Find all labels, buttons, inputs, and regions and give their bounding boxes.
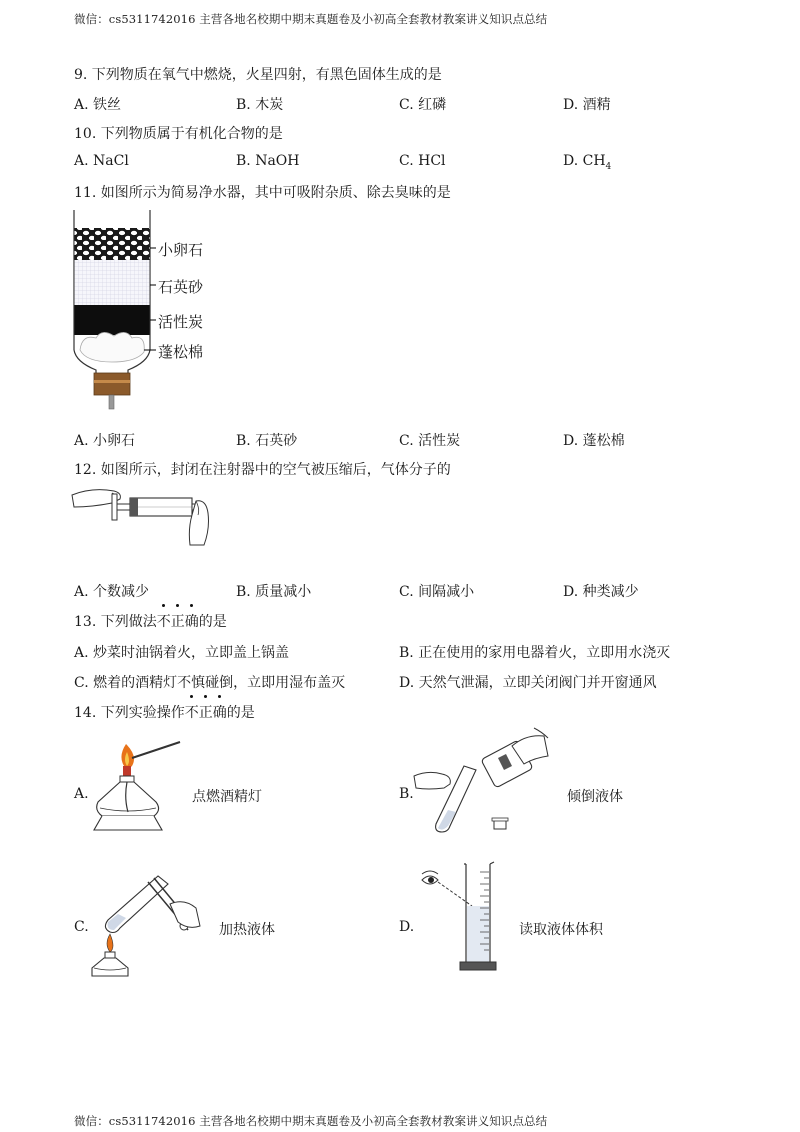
question-11-text: 11. 如图所示为简易净水器，其中可吸附杂质、除去臭味的是 (74, 185, 451, 201)
q11-option-d: D. 蓬松棉 (563, 433, 625, 449)
q14-option-b-letter: B. (399, 786, 414, 802)
q12-option-b: B. 质量减小 (236, 584, 312, 600)
q10-option-d (563, 153, 611, 172)
q14-option-d-letter: D. (399, 919, 415, 935)
q9-option-c: C. 红磷 (399, 97, 447, 113)
q13-option-d: D. 天然气泄漏，立即关闭阀门并开窗通风 (399, 675, 657, 691)
question-9-text: 9. 下列物质在氧气中燃烧，火星四射，有黑色固体生成的是 (74, 67, 442, 83)
q13-option-b: B. 正在使用的家用电器着火，立即用水浇灭 (399, 645, 671, 661)
q11-option-a: A. 小卵石 (74, 433, 136, 449)
q13-text-post: 的是 (198, 614, 227, 630)
q11-option-b: B. 石英砂 (236, 433, 298, 449)
question-14-text (74, 702, 255, 722)
page-header: 微信：cs5311742016 主营各地名校期中期末真题卷及小初高全套教材教案讲义知识点总结 (74, 12, 548, 26)
q12-option-d: D. 种类减少 (563, 584, 639, 600)
q14-option-c-caption: 加热液体 (219, 922, 275, 938)
q10-option-a: A. NaCl (74, 153, 129, 169)
q14-emphasis-char-3: 确 (213, 702, 227, 722)
alcohol-lamp-lighting-figure (88, 736, 188, 836)
page-footer: 微信：cs5311742016 主营各地名校期中期末真题卷及小初高全套教材教案讲义知识点总结 (74, 1114, 548, 1128)
q14-text-pre: 14. 下列实验操作 (74, 705, 185, 721)
q14-option-c-letter: C. (74, 919, 89, 935)
graduated-cylinder-figure (420, 860, 510, 976)
q14-option-a-letter: A. (74, 786, 89, 802)
q14-option-a-caption: 点燃酒精灯 (192, 789, 262, 805)
q9-option-a: A. 铁丝 (74, 97, 122, 113)
q12-option-c: C. 间隔减小 (399, 584, 475, 600)
q9-option-b: B. 木炭 (236, 97, 284, 113)
filter-label-cotton: 蓬松棉 (158, 343, 204, 361)
filter-label-pebbles: 小卵石 (158, 241, 204, 259)
q14-option-b-caption: 倾倒液体 (567, 789, 623, 805)
q11-option-c: C. 活性炭 (399, 433, 461, 449)
q13-option-a: A. 炒菜时油锅着火，立即盖上锅盖 (74, 645, 290, 661)
q13-emphasis-char-1: 不 (157, 611, 171, 631)
q13-emphasis-char-3: 确 (185, 611, 199, 631)
question-10-text: 10. 下列物质属于有机化合物的是 (74, 126, 283, 142)
q10-ch4-subscript: 4 (605, 161, 612, 172)
q10-option-d-text: D. CH (563, 153, 606, 169)
q12-option-a: A. 个数减少 (74, 584, 150, 600)
q14-text-post: 的是 (226, 705, 255, 721)
filter-label-activated-carbon: 活性炭 (158, 313, 204, 331)
q9-option-d: D. 酒精 (563, 97, 611, 113)
q14-option-d-caption: 读取液体体积 (519, 922, 603, 938)
heating-liquid-figure (88, 868, 208, 978)
q13-emphasis-char-2: 正 (171, 611, 185, 631)
syringe-figure (72, 485, 217, 550)
q10-option-b: B. NaOH (236, 153, 300, 169)
q13-text-pre: 13. 下列做法 (74, 614, 157, 630)
q13-option-c: C. 燃着的酒精灯不慎碰倒，立即用湿布盖灭 (74, 675, 346, 691)
q14-emphasis-char-1: 不 (185, 702, 199, 722)
water-filter-figure (70, 210, 230, 415)
q14-emphasis-char-2: 正 (199, 702, 213, 722)
filter-label-quartz-sand: 石英砂 (158, 278, 204, 296)
pouring-liquid-figure (414, 728, 554, 838)
q10-option-c: C. HCl (399, 153, 446, 169)
question-13-text (74, 611, 227, 631)
question-12-text: 12. 如图所示，封闭在注射器中的空气被压缩后，气体分子的 (74, 462, 451, 478)
